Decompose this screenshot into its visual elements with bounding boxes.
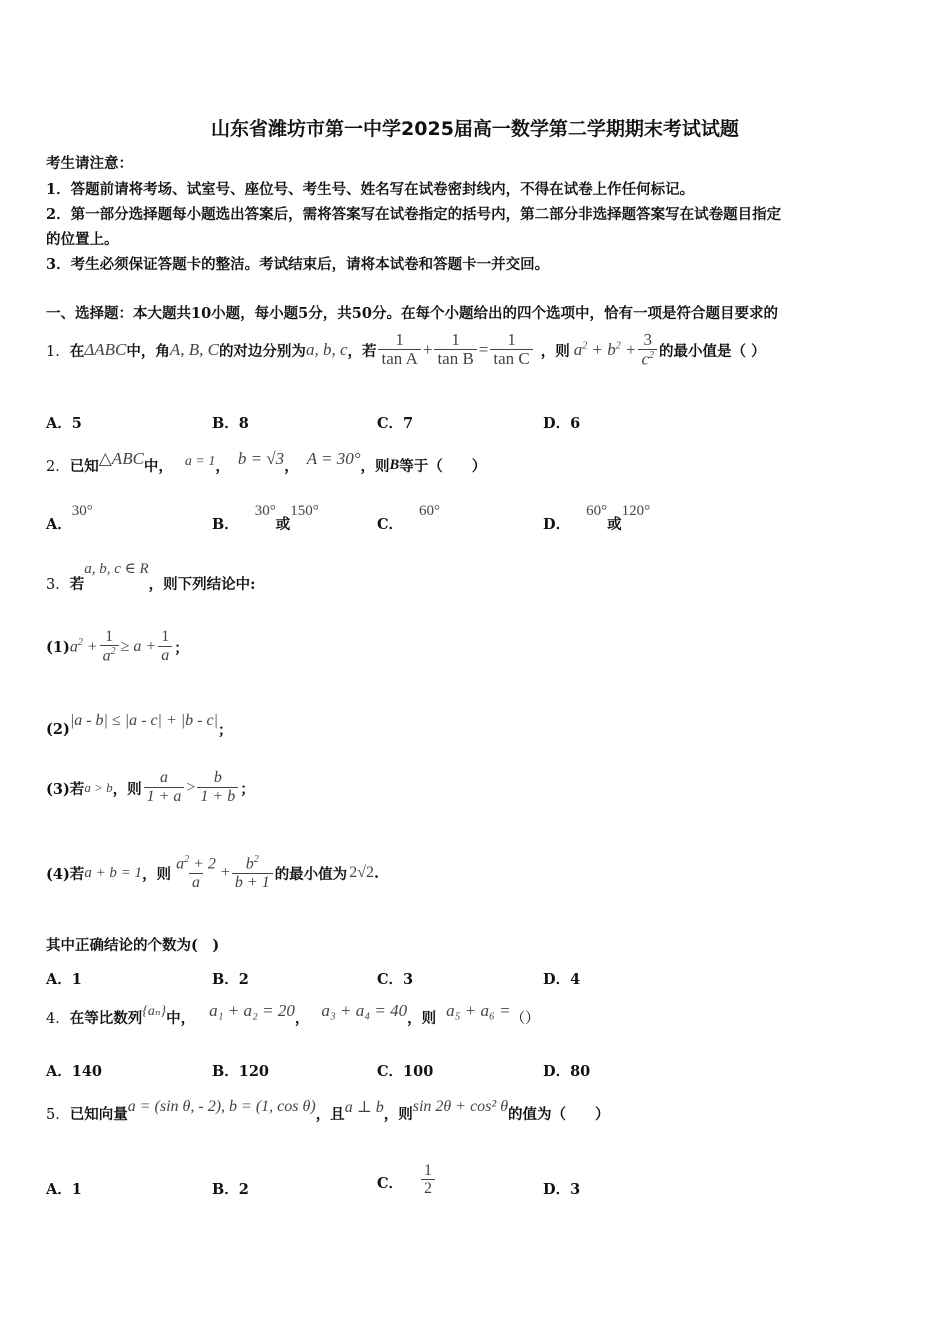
q5-perpendicular: a ⊥ b: [344, 1099, 384, 1116]
q1-angles: A, B, C: [169, 340, 219, 359]
question-2: 2． 已知 △ABC 中， a = 1 ， b = √3 ， A = 30° ，则 B 等于（ ）: [46, 449, 487, 475]
q3-option-d[interactable]: D．4: [543, 971, 581, 988]
q5-vectors: a = (sin θ, - 2), b = (1, cos θ): [127, 1098, 316, 1115]
q3-conclusion: 其中正确结论的个数为( ): [46, 937, 220, 954]
q3-statement-1: (1) $a^2$ + $\frac{1}{a^2}$ ≥ a + $\frac{1}{a}$ ；: [46, 627, 189, 665]
q2-option-c[interactable]: C． 60°: [377, 503, 441, 533]
q3-option-c[interactable]: C．3: [377, 971, 414, 988]
q1-sides: a, b, c: [305, 340, 348, 359]
q1-option-d[interactable]: D．6: [543, 415, 581, 432]
q3-statement-4: (4)若 a + b = 1 ，则 $\frac{a^2 + 2}{a}$ + $\frac{b^2}{b + 1}$ 的最小值为 2√2 .: [46, 853, 380, 891]
notice-item-2-cont: 的位置上。: [46, 231, 119, 248]
q1-expression: $a^2 + b^2$ +: [573, 340, 637, 359]
q4-option-b[interactable]: B．120: [212, 1063, 270, 1080]
q4-option-a[interactable]: A．140: [46, 1063, 103, 1080]
q2-cond-angle: A = 30°: [306, 449, 361, 468]
q4-sequence: {aₙ}: [142, 1003, 167, 1019]
section-heading: 一、选择题：本大题共10小题，每小题5分，共50分。在每个小题给出的四个选项中，恰有一项是符合题目要求的: [46, 305, 778, 322]
q3-option-b[interactable]: B．2: [212, 971, 249, 988]
notice-heading: 考生请注意：: [46, 155, 133, 172]
q2-option-b[interactable]: B． 30° 或 150°: [212, 503, 319, 533]
q2-cond-a: a = 1: [184, 454, 216, 469]
q2-cond-b: b = √3: [237, 449, 285, 468]
notice-item-2: 2．第一部分选择题每小题选出答案后，需将答案写在试卷指定的括号内，第二部分非选择题答案写在试卷题目指定: [46, 206, 782, 223]
question-4: 4． 在等比数列 {aₙ} 中， a₁ + a₂ = 20 ， a₃ + a₄ = 40 ，则 a₅ + a₆ = （）: [46, 1001, 540, 1027]
q5-option-d[interactable]: D．3: [543, 1181, 581, 1198]
q4-target: a₅ + a₆ =: [446, 1001, 511, 1020]
q3-number: 3．: [46, 577, 70, 593]
q1-option-c[interactable]: C．7: [377, 415, 414, 432]
question-5: 5． 已知向量 a = (sin θ, - 2), b = (1, cos θ) ，且 a ⊥ b ，则 sin 2θ + cos² θ 的值为（ ）: [46, 1098, 610, 1123]
q3-condition: a, b, c ∈ R: [84, 561, 149, 577]
q2-triangle: △ABC: [98, 449, 144, 468]
q5-option-c[interactable]: C． $\frac{1}{2}$: [377, 1150, 437, 1200]
q1-fraction-b: $\frac{1}{\text{tan B}}$: [434, 331, 476, 369]
notice-item-3: 3．考生必须保证答题卡的整洁。考试结束后，请将本试卷和答题卡一并交回。: [46, 256, 550, 273]
q1-number: 1．: [46, 343, 70, 360]
q1-triangle: ΔABC: [84, 340, 127, 359]
q1-option-a[interactable]: A．5: [46, 415, 82, 432]
q3-option-a[interactable]: A．1: [46, 971, 82, 988]
question-1: 1． 在 ΔABC 中，角 A, B, C 的对边分别为 a, b, c ，若 $\frac{1}{\text{tan A}}$ + $\frac{1}{\text{tan B}}$ = $\frac{1}{\text{tan C}}$ ，则 $a^2 + b^2$ + $\frac{3}{c^2}$ 的最小值是（ ）: [46, 329, 766, 369]
q2-number: 2．: [46, 458, 70, 475]
q4-option-c[interactable]: C．100: [377, 1063, 434, 1080]
q4-number: 4．: [46, 1010, 70, 1027]
q1-option-b[interactable]: B．8: [212, 415, 249, 432]
q4-cond-1: a₁ + a₂ = 20: [209, 1001, 295, 1020]
q5-option-a[interactable]: A．1: [46, 1181, 82, 1198]
q2-option-a[interactable]: A． 30°: [46, 503, 93, 533]
page-title: 山东省潍坊市第一中学2025届高一数学第二学期期末考试试题: [211, 118, 739, 140]
q5-expression: sin 2θ + cos² θ: [412, 1098, 509, 1115]
q5-option-b[interactable]: B．2: [212, 1181, 249, 1198]
q4-cond-2: a₃ + a₄ = 40: [321, 1001, 408, 1020]
notice-item-1: 1．答题前请将考场、试室号、座位号、考生号、姓名写在试卷密封线内，不得在试卷上作任何标记。: [46, 181, 695, 198]
q5-number: 5．: [46, 1106, 70, 1123]
q5-half-fraction: $\frac{1}{2}$: [421, 1163, 435, 1198]
q1-fraction-c: $\frac{1}{\text{tan C}}$: [490, 331, 532, 369]
q4-option-d[interactable]: D．80: [543, 1063, 591, 1080]
question-3: 3． 若 a, b, c ∈ R ，则下列结论中:: [46, 561, 256, 593]
q3-statement-3: (3)若 a > b ，则 $\frac{a}{1 + a}$ > $\frac{b}{1 + b}$ ；: [46, 769, 255, 806]
q2-option-d[interactable]: D． 60° 或 120°: [543, 503, 651, 533]
q1-fraction-a: $\frac{1}{\text{tan A}}$: [378, 331, 420, 369]
q3-statement-2: (2) |a - b| ≤ |a - c| + |b - c| ；: [46, 712, 233, 739]
